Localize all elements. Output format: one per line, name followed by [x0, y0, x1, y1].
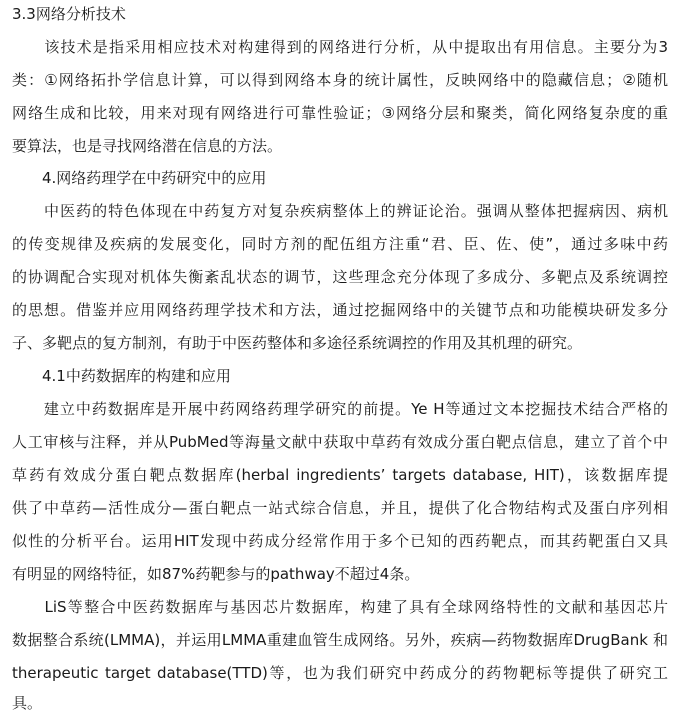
- paragraph-line: 子、多靶点的复方制剂，有助于中医药整体和多途径系统调控的作用及其机理的研究。: [12, 334, 583, 352]
- paragraph-line: LiS等整合中医药数据库与基因芯片数据库，构建了具有全球网络特性的文献和基因芯片: [12, 598, 668, 616]
- paragraph-line: 具。: [12, 694, 43, 712]
- paragraph-line: 似性的分析平台。运用HIT发现中药成分经常作用于多个已知的西药靶点，而其药靶蛋白又具: [12, 532, 668, 550]
- paragraph-line: 的思想。借鉴并应用网络药理学技术和方法，通过挖掘网络中的关键节点和功能模块研发多分: [12, 301, 668, 319]
- paragraph-line: 草药有效成分蛋白靶点数据库(herbal ingredients’ targets database, HIT)，该数据库提: [12, 466, 668, 484]
- paragraph-line: 数据整合系统(LMMA)，并运用LMMA重建血管生成网络。另外，疾病—药物数据库DrugBank 和: [12, 631, 668, 649]
- paragraph-line: 中医药的特色体现在中药复方对复杂疾病整体上的辨证论治。强调从整体把握病因、病机: [12, 202, 668, 220]
- paragraph-line: 建立中药数据库是开展中药网络药理学研究的前提。Ye H等通过文本挖掘技术结合严格的: [12, 400, 668, 418]
- paragraph-line: 人工审核与注释，并从PubMed等海量文献中获取中草药有效成分蛋白靶点信息，建立了首个中: [12, 433, 668, 451]
- paragraph-line: 的传变规律及疾病的发展变化，同时方剂的配伍组方注重“君、臣、佐、使”，通过多味中药: [12, 235, 668, 253]
- paragraph-line: 网络生成和比较，用来对现有网络进行可靠性验证；③网络分层和聚类，简化网络复杂度的重: [12, 104, 668, 122]
- section-heading-4-1: 4.1中药数据库的构建和应用: [12, 367, 231, 385]
- paragraph-line: 类：①网络拓扑学信息计算，可以得到网络本身的统计属性，反映网络中的隐藏信息；②随机: [12, 71, 668, 89]
- paragraph-line: 供了中草药—活性成分—蛋白靶点一站式综合信息，并且，提供了化合物结构式及蛋白序列相: [12, 499, 668, 517]
- paragraph-line: 有明显的网络特征，如87%药靶参与的pathway不超过4条。: [12, 565, 420, 583]
- paragraph-line: 要算法，也是寻找网络潜在信息的方法。: [12, 137, 283, 155]
- section-heading-3-3: 3.3网络分析技术: [12, 5, 126, 23]
- paragraph-line: 的协调配合实现对机体失衡紊乱状态的调节，这些理念充分体现了多成分、多靶点及系统调控: [12, 268, 668, 286]
- section-heading-4: 4.网络药理学在中药研究中的应用: [12, 169, 267, 187]
- paragraph-line: 该技术是指采用相应技术对构建得到的网络进行分析，从中提取出有用信息。主要分为3: [12, 38, 668, 56]
- paragraph-line: therapeutic target database(TTD)等，也为我们研究中药成分的药物靶标等提供了研究工: [12, 664, 668, 682]
